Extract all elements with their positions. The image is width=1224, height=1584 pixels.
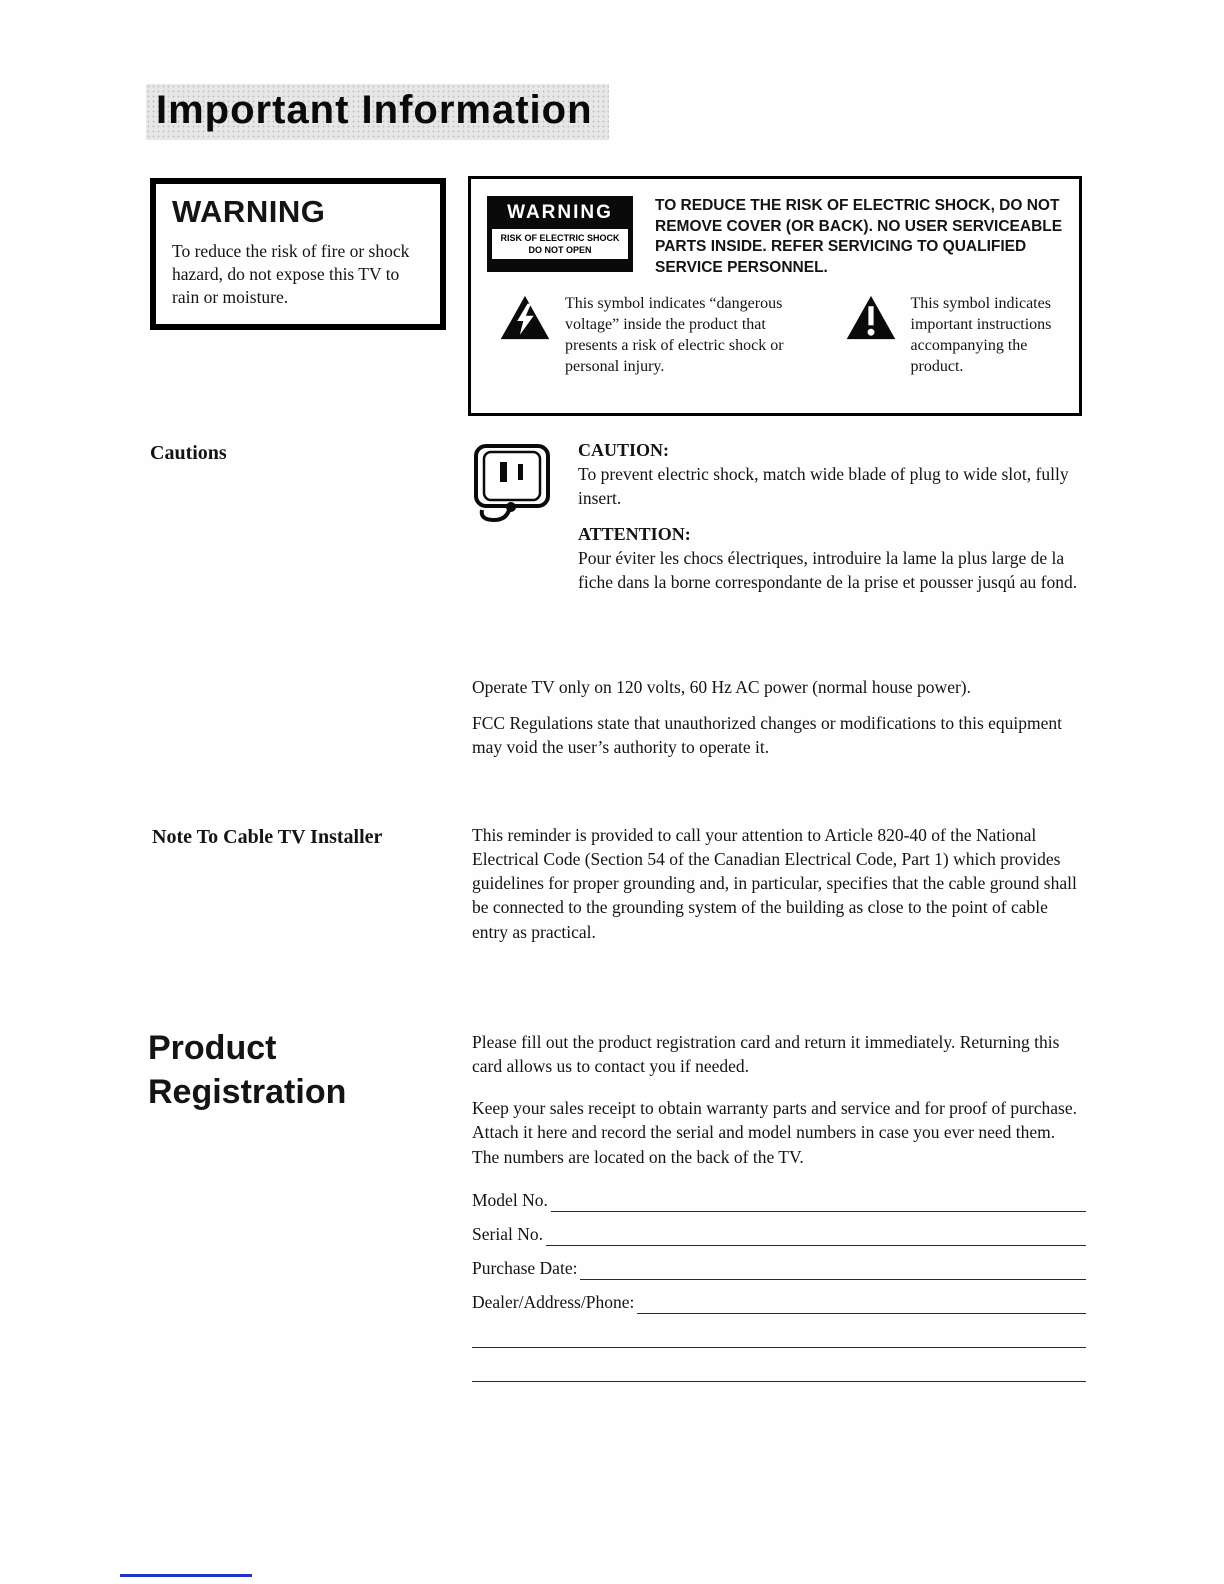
warning-heading: WARNING [172, 194, 326, 229]
dealer-label: Dealer/Address/Phone: [472, 1292, 635, 1312]
cable-installer-label: Note To Cable TV Installer [152, 826, 383, 848]
fcc-regulations-paragraph: FCC Regulations state that unauthorized changes or modifications to this equipment may void the user’s authority to operate it. [472, 713, 1063, 757]
attention-heading: ATTENTION: [578, 524, 691, 545]
model-no-line [551, 1181, 1086, 1212]
risk-label-box [487, 196, 633, 272]
blank-line-1 [472, 1317, 1086, 1348]
serial-no-label: Serial No. [472, 1224, 543, 1244]
registration-paragraph-1: Please fill out the product registration card and return it immediately. Returning this card allows us to contact you if needed. [472, 1032, 1060, 1077]
cautions-section-label: Cautions [150, 442, 227, 464]
caution-heading: CAUTION: [578, 440, 670, 460]
cable-installer-body: This reminder is provided to call your attention to Article 820-40 of the National Electrical Code (Section 54 of the Canadian Electrical Code, Part 1) which provides guidelines for proper grounding and, in particular, specifies that the cable ground shall be connected to the grounding system of the building as close to the point of cable entry as practical. [472, 825, 1077, 942]
cautions-block [470, 440, 1084, 609]
shock-warning-text: TO REDUCE THE RISK OF ELECTRIC SHOCK, DO NOT REMOVE COVER (OR BACK). NO USER SERVICEABLE PARTS INSIDE. REFER SERVICING TO QUALIFIED SERVICE PERSONNEL. [655, 197, 1063, 276]
serial-no-line [546, 1215, 1086, 1246]
registration-paragraph-2: Keep your sales receipt to obtain warranty parts and service and for proof of purchase. Attach it here and record the serial and model numbers in case you ever need them. The numbers are located on the back of the TV. [472, 1098, 1077, 1167]
registration-body [472, 1030, 1086, 1187]
page-title: Important Information [146, 84, 609, 140]
registration-form [472, 1178, 1086, 1382]
serial-no-row [472, 1212, 1086, 1246]
purchase-date-label: Purchase Date: [472, 1258, 578, 1278]
important-instructions-symbol-block [845, 294, 1065, 377]
blank-row-1 [472, 1314, 1086, 1348]
caution-body: To prevent electric shock, match wide blade of plug to wide slot, fully insert. [578, 464, 1069, 508]
warning-box-shock [468, 176, 1082, 416]
dealer-row [472, 1280, 1086, 1314]
plug-icon [470, 440, 562, 526]
dangerous-voltage-symbol-block [499, 294, 789, 377]
risk-label-text: RISK OF ELECTRIC SHOCK DO NOT OPEN [492, 229, 628, 259]
important-instructions-text: This symbol indicates important instructions accompanying the product. [910, 295, 1052, 375]
purchase-date-row [472, 1246, 1086, 1280]
blank-row-2 [472, 1348, 1086, 1382]
model-no-row [472, 1178, 1086, 1212]
footer-blue-mark [120, 1574, 252, 1577]
model-no-label: Model No. [472, 1190, 548, 1210]
purchase-date-line [580, 1249, 1086, 1280]
warning-body: To reduce the risk of fire or shock hazard, do not expose this TV to rain or moisture. [172, 241, 410, 308]
lightning-triangle-icon [499, 294, 551, 341]
warning-box-fire [150, 178, 446, 330]
power-requirements-paragraph: Operate TV only on 120 volts, 60 Hz AC power (normal house power). [472, 677, 971, 697]
blank-line-2 [472, 1351, 1086, 1382]
dangerous-voltage-text: This symbol indicates “dangerous voltage” inside the product that presents a risk of electric shock or personal injury. [565, 295, 784, 375]
attention-body: Pour éviter les chocs électriques, introduire la lame la plus large de la fiche dans la borne correspondante de la prise et pousser jusqú au fond. [578, 548, 1078, 592]
dealer-line [637, 1283, 1086, 1314]
product-registration-heading: Product Registration [148, 1029, 347, 1112]
risk-label-heading: WARNING [507, 202, 613, 223]
exclamation-triangle-icon [845, 294, 897, 341]
